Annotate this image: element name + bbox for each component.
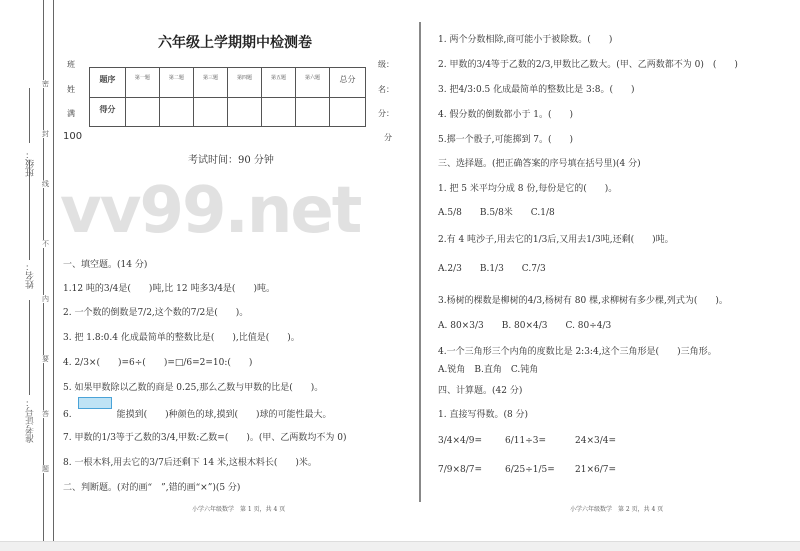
seal-char: 内 <box>42 295 49 303</box>
page-footer: 小学六年级数学 第 2 页，共 4 页 <box>570 506 664 513</box>
left-label: 班 <box>67 60 75 69</box>
score-table <box>89 67 366 127</box>
choice-options: A.锐角 B.直角 C.钝角 <box>438 365 539 375</box>
seal-char: 线 <box>42 180 49 188</box>
choice-question: 1. 把 5 米平均分成 8 份,每份是它的( )。 <box>438 184 618 194</box>
table-header: 第六题 <box>296 68 330 98</box>
calc-title: 1. 直接写得数。(8 分) <box>438 410 529 420</box>
score-cell[interactable] <box>330 97 366 127</box>
score-cell[interactable] <box>159 97 193 127</box>
fill-line <box>29 88 30 143</box>
judge-question: 3. 把4/3:0.5 化成最简单的整数比是 3:8。( ) <box>438 85 635 95</box>
class-label: 班级： <box>26 150 36 177</box>
row-label: 得分 <box>90 97 126 127</box>
right-label: 名： <box>378 85 394 94</box>
exam-time: 考试时间：90 分钟 <box>188 155 274 166</box>
choice-question: 4.一个三角形三个内角的度数比是 2:3:4,这个三角形是( )三角形。 <box>438 347 717 357</box>
score-cell[interactable] <box>296 97 330 127</box>
seal-char: 要 <box>42 355 49 363</box>
question: 7. 甲数的1/3等于乙数的3/4,甲数:乙数=( )。(甲、乙两数均不为 0) <box>63 433 347 443</box>
table-header: 第一题 <box>125 68 159 98</box>
question: 3. 把 1.8:0.4 化成最简单的整数比是( ),比值是( )。 <box>63 333 300 343</box>
calc-item: 7/9×8/7= <box>438 465 483 475</box>
page-divider <box>419 22 421 502</box>
calc-item: 3/4×4/9= <box>438 436 483 446</box>
section-heading: 二、判断题。(对的画“ ”,错的画“×”)(5 分) <box>63 483 241 493</box>
judge-question: 4. 假分数的倒数都小于 1。( ) <box>438 110 574 120</box>
right-label: 分： <box>378 109 394 118</box>
question: 8. 一根木料,用去它的3/7后还剩下 14 米,这根木料长( )米。 <box>63 458 317 468</box>
ball-box-image <box>78 397 112 409</box>
calc-item: 21×6/7= <box>575 465 617 475</box>
fill-line <box>29 300 30 395</box>
right-label: 分 <box>384 133 392 142</box>
seal-char: 密 <box>42 80 49 88</box>
table-header: 题序 <box>90 68 126 98</box>
question: 1.12 吨的3/4是( )吨,比 12 吨多3/4是( )吨。 <box>63 284 275 294</box>
question: 4. 2/3×( )=6÷( )=□/6=2=10:( ) <box>63 358 253 368</box>
calc-item: 6/25÷1/5= <box>505 465 555 475</box>
name-label: 姓名： <box>26 262 36 289</box>
score-cell[interactable] <box>262 97 296 127</box>
judge-question: 2. 甲数的3/4等于乙数的2/3,甲数比乙数大。(甲、乙两数都不为 0) ( ) <box>438 60 738 70</box>
question: 5. 如果甲数除以乙数的商是 0.25,那么乙数与甲数的比是( )。 <box>63 383 324 393</box>
table-header: 第四题 <box>227 68 261 98</box>
seal-char: 答 <box>42 410 49 418</box>
bottom-bar <box>0 541 800 551</box>
left-label: 姓 <box>67 85 75 94</box>
calc-item: 6/11÷3= <box>505 436 547 446</box>
choice-question: 3.杨树的棵数是柳树的4/3,杨树有 80 棵,求柳树有多少棵,列式为( )。 <box>438 296 728 306</box>
choice-options: A. 80×3/3 B. 80×4/3 C. 80÷4/3 <box>438 321 612 331</box>
seal-char: 封 <box>42 130 49 138</box>
table-header: 第三题 <box>193 68 227 98</box>
seal-char: 不 <box>42 240 49 248</box>
score-cell[interactable] <box>125 97 159 127</box>
full-score: 100 <box>63 131 83 142</box>
table-header: 总分 <box>330 68 366 98</box>
score-cell[interactable] <box>227 97 261 127</box>
choice-options: A.2/3 B.1/3 C.7/3 <box>438 264 546 274</box>
page-footer: 小学六年级数学 第 1 页，共 4 页 <box>192 506 286 513</box>
judge-question: 1. 两个分数相除,商可能小于被除数。( ) <box>438 35 613 45</box>
table-row <box>90 68 366 98</box>
table-row <box>90 97 366 127</box>
score-cell[interactable] <box>193 97 227 127</box>
section-heading: 三、选择题。(把正确答案的序号填在括号里)(4 分) <box>438 159 641 169</box>
question: 6. 能摸到( )种颜色的球,摸到( )球的可能性最大。 <box>63 410 332 420</box>
left-label: 满 <box>67 109 75 118</box>
judge-question: 5.掷一个骰子,可能掷到 7。( ) <box>438 135 574 145</box>
table-header: 第五题 <box>262 68 296 98</box>
section-heading: 四、计算题。(42 分) <box>438 386 523 396</box>
choice-question: 2.有 4 吨沙子,用去它的1/3后,又用去1/3吨,还剩( )吨。 <box>438 235 674 245</box>
right-label: 级： <box>378 60 394 69</box>
binding-line <box>53 0 54 541</box>
question: 2. 一个数的倒数是7/2,这个数的7/2是( )。 <box>63 308 249 318</box>
table-header: 第二题 <box>159 68 193 98</box>
page-title: 六年级上学期期中检测卷 <box>158 35 312 51</box>
watermark: vv99.net <box>60 174 361 248</box>
calc-item: 24×3/4= <box>575 436 617 446</box>
section-heading: 一、填空题。(14 分) <box>63 260 148 270</box>
choice-options: A.5/8 B.5/8米 C.1/8 <box>438 208 555 218</box>
id-label: 准考证号： <box>26 398 36 443</box>
seal-char: 题 <box>42 465 49 473</box>
